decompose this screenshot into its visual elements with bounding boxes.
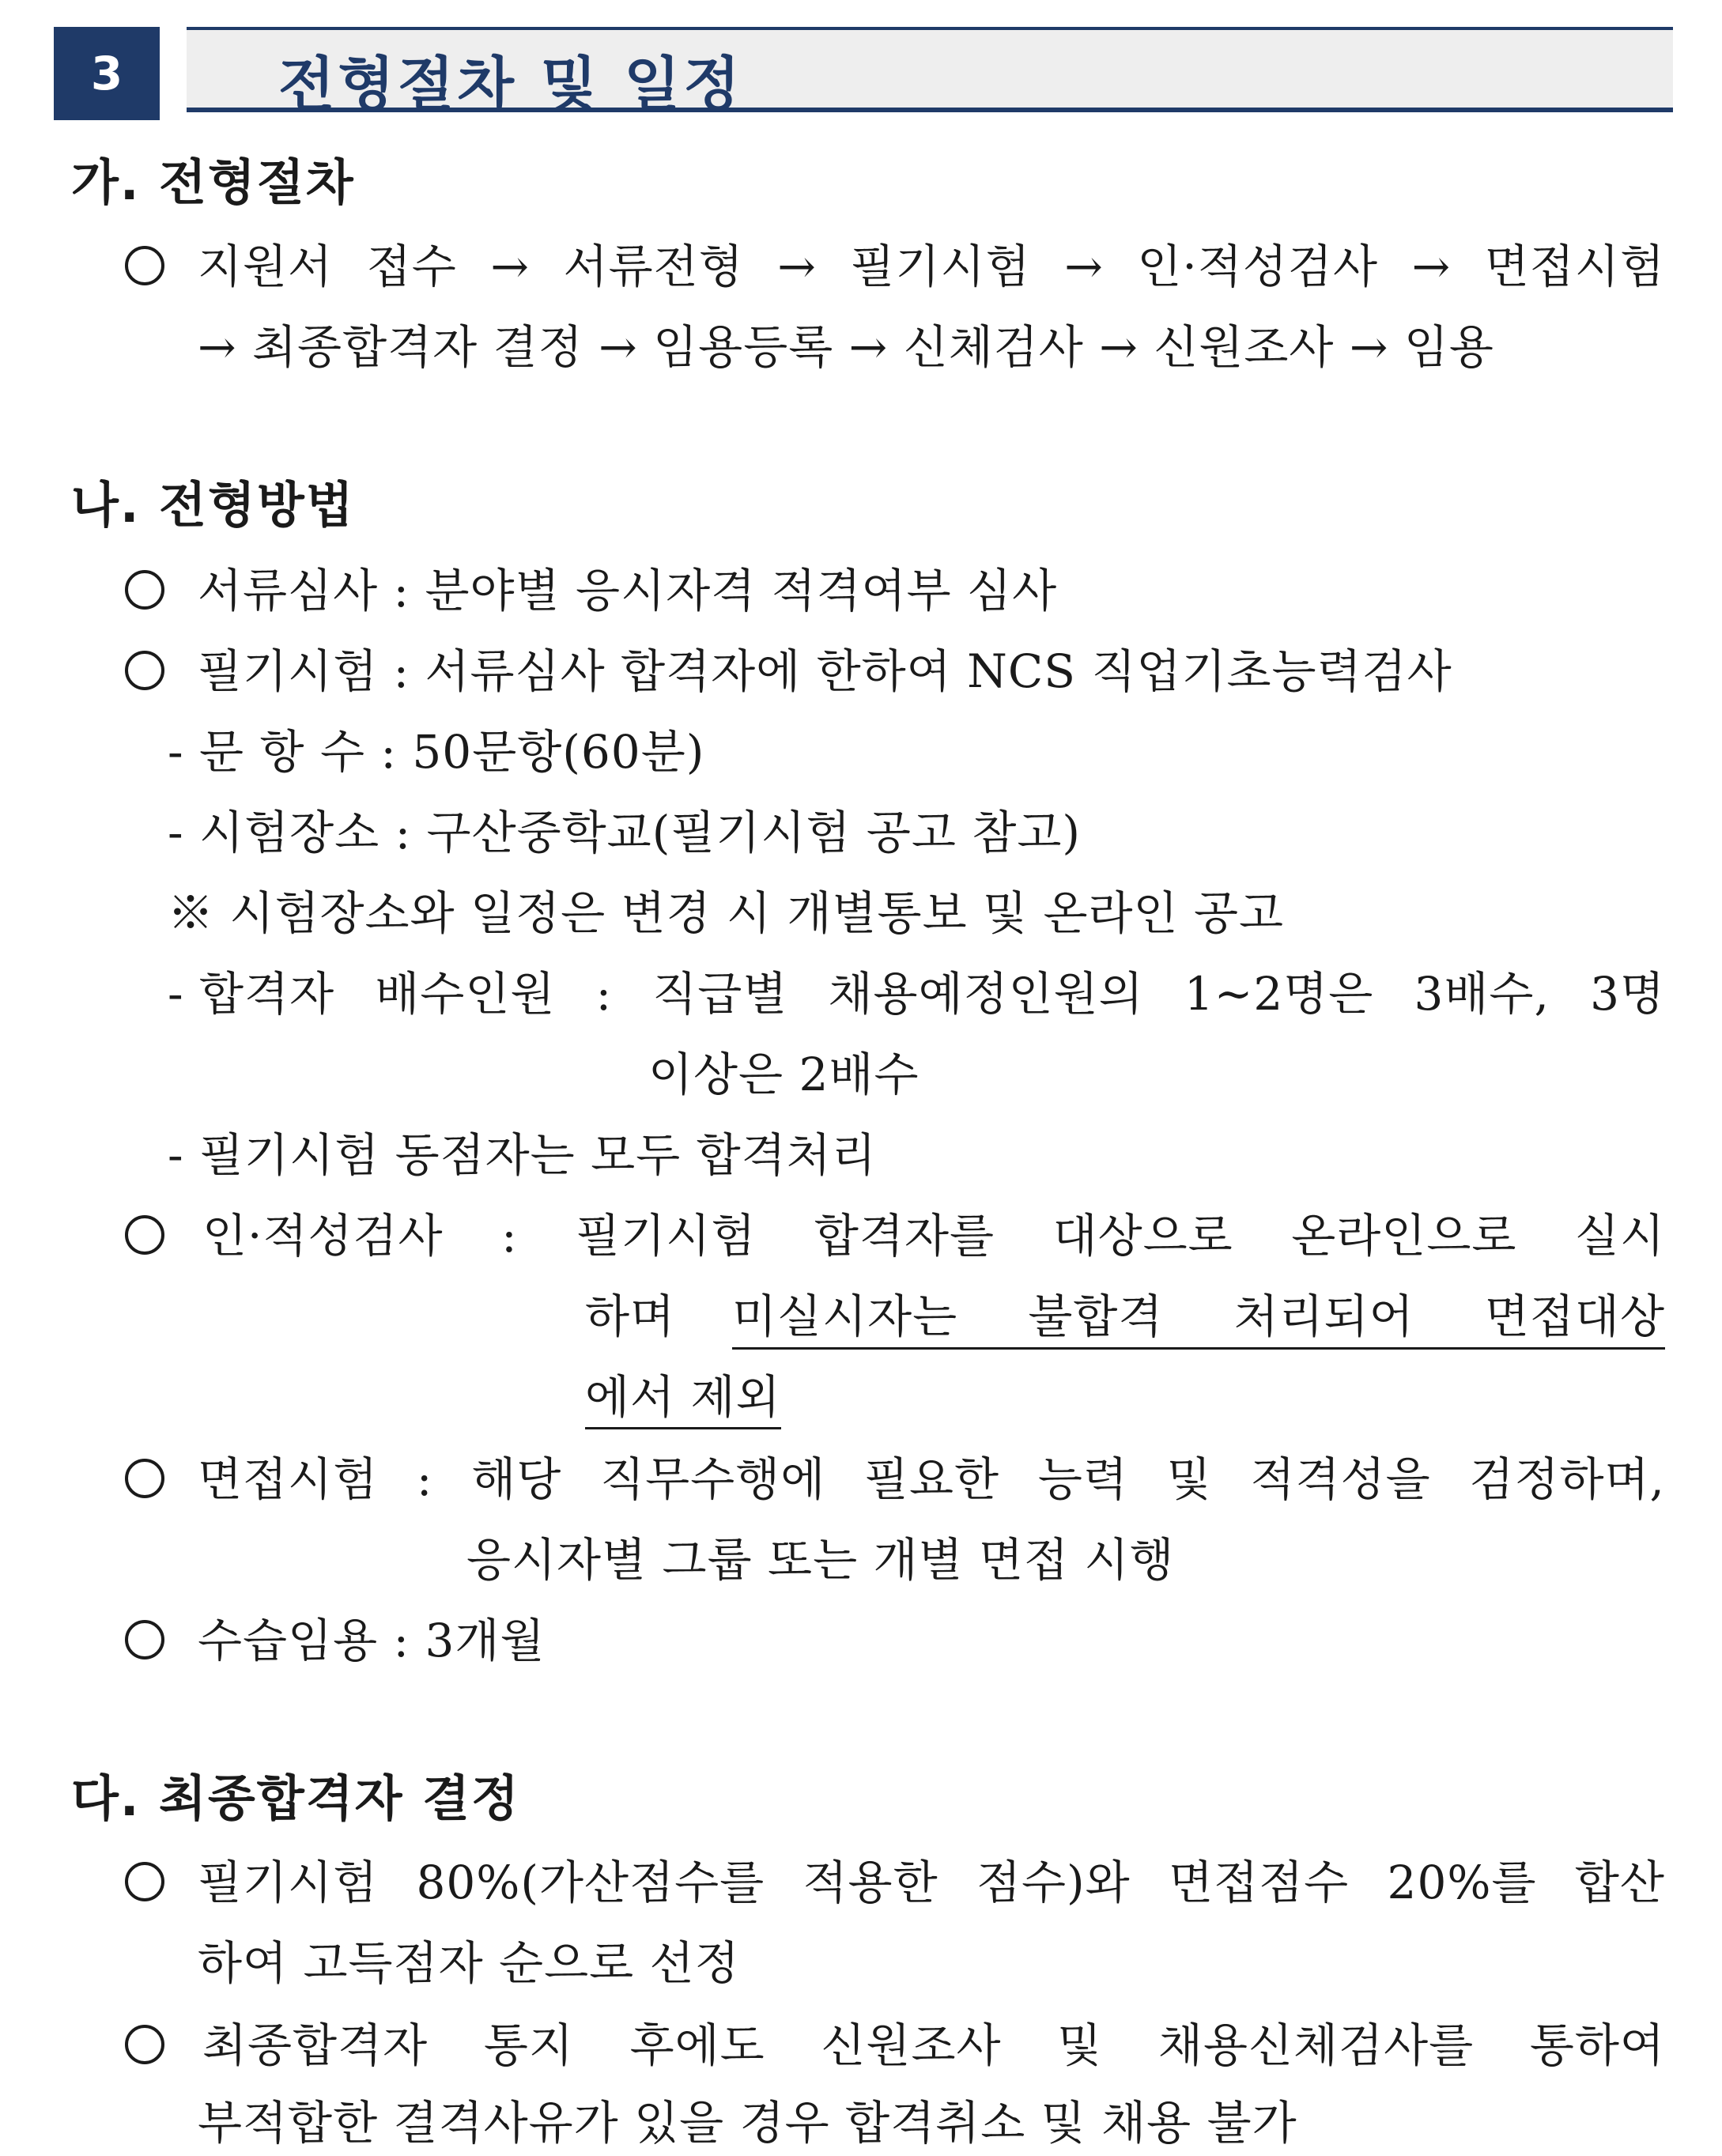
word: 실시 (1574, 1209, 1665, 1263)
word: 및 (1057, 2018, 1103, 2072)
word: 온라인으로 (1291, 1209, 1517, 1263)
word: 적격성을 (1250, 1452, 1431, 1506)
word: → (490, 240, 530, 293)
word: 3배수, (1414, 967, 1550, 1021)
word: 미실시자는 (732, 1289, 958, 1343)
word: 직급별 (652, 967, 788, 1021)
section-b-item3-line2-prefix: 하며 (585, 1289, 676, 1343)
word: → (1411, 240, 1452, 293)
word: 접수 (366, 240, 457, 293)
section-c-item2-line1 (202, 2018, 1665, 2073)
section-number: 3 (54, 27, 160, 120)
word: 20%를 (1387, 1856, 1537, 1909)
word: 필기시험 (576, 1209, 757, 1263)
word: 통지 (483, 2018, 574, 2072)
section-b-item2-sub3-line2: 이상은 2배수 (648, 1048, 920, 1101)
section-b-item2-sub4: - 필기시험 동점자는 모두 합격처리 (168, 1128, 877, 1182)
bullet-circle-icon (125, 1862, 164, 1901)
word: 검정하며, (1469, 1452, 1665, 1506)
bullet-circle-icon (125, 246, 164, 285)
word: 적용한 (802, 1856, 938, 1909)
word: → (1064, 240, 1104, 293)
word: 대상으로 (1052, 1209, 1233, 1263)
word: 해당 (471, 1452, 562, 1506)
word: 3명 (1590, 967, 1665, 1021)
section-b-item1: 서류심사 : 분야별 응시자격 적격여부 심사 (198, 564, 1058, 617)
word: 능력 (1037, 1452, 1128, 1506)
section-a-item1-line2: → 최종합격자 결정 → 임용등록 → 신체검사 → 신원조사 → 임용 (198, 320, 1494, 374)
section-b-item2-note: ※ 시험장소와 일정은 변경 시 개별통보 및 온라인 공고 (168, 886, 1285, 940)
section-b-item3-line1 (202, 1208, 1665, 1263)
word: 점수)와 (976, 1856, 1131, 1909)
section-c-item1-line2: 하여 고득점자 순으로 선정 (198, 1936, 740, 1990)
word: : (595, 967, 613, 1021)
bullet-circle-icon (125, 1620, 164, 1659)
word: 합산 (1574, 1856, 1665, 1909)
word: 면접시험 (1484, 240, 1665, 293)
section-title: 전형절차 및 일정 (278, 51, 743, 119)
word: 직무수행에 (600, 1452, 826, 1506)
section-header (54, 27, 1673, 120)
bullet-circle-icon (125, 570, 164, 610)
bullet-circle-icon (125, 651, 164, 690)
word: 면접대상 (1484, 1289, 1665, 1343)
word: 필기시험 (198, 1856, 379, 1909)
word: 및 (1166, 1452, 1212, 1506)
section-b-item3-line3 (585, 1369, 781, 1425)
section-c-item1-line1 (198, 1855, 1665, 1910)
word: 후에도 (629, 2018, 765, 2072)
word: : (501, 1209, 518, 1263)
section-b-item2: 필기시험 : 서류심사 합격자에 한하여 NCS 직업기초능력검사 (198, 644, 1452, 698)
bullet-circle-icon (125, 1459, 164, 1498)
section-b-item3-line2-underlined (732, 1289, 1665, 1350)
word: 배수인원 (375, 967, 556, 1021)
word: 필기시험 (850, 240, 1031, 293)
word: 80%(가산점수를 (416, 1856, 765, 1909)
word: - 합격자 (168, 967, 335, 1021)
section-b-item4-line2: 응시자별 그룹 또는 개별 면접 시행 (466, 1533, 1175, 1587)
word: 통하여 (1529, 2018, 1665, 2072)
word: 최종합격자 (202, 2018, 429, 2072)
word: 채용예정인원의 (828, 967, 1144, 1021)
section-c-title: 다. 최종합격자 결정 (71, 1769, 520, 1827)
section-a-title: 가. 전형절차 (71, 153, 355, 211)
section-a-item1-line1 (198, 239, 1665, 294)
word: 신원조사 (821, 2018, 1002, 2072)
word: 지원서 (198, 240, 334, 293)
word: → (777, 240, 817, 293)
section-b-title: 나. 전형방법 (71, 476, 355, 534)
word: 면접시험 (198, 1452, 379, 1506)
word: 처리되어 (1233, 1289, 1414, 1343)
bullet-circle-icon (125, 2025, 164, 2064)
word: 불합격 (1028, 1289, 1164, 1343)
word: : (416, 1452, 433, 1506)
bullet-circle-icon (125, 1215, 164, 1255)
section-b-item4-line1 (198, 1452, 1665, 1507)
section-b-item3-line3-underlined: 에서 제외 (585, 1370, 781, 1429)
word: 필요한 (864, 1452, 1000, 1506)
word: 인·적성검사 (1137, 240, 1378, 293)
section-b-item2-sub2: - 시험장소 : 구산중학교(필기시험 공고 참고) (168, 806, 1082, 859)
section-c-item2-line2: 부적합한 결격사유가 있을 경우 합격취소 및 채용 불가 (198, 2096, 1297, 2150)
word: 인·적성검사 (202, 1209, 444, 1263)
section-b-item2-sub1: - 문 항 수 : 50문항(60분) (168, 725, 705, 779)
word: 채용신체검사를 (1157, 2018, 1475, 2072)
section-b-item3-line2 (585, 1289, 1665, 1350)
section-b-item2-sub3-line1 (168, 966, 1665, 1021)
section-b-item5: 수습임용 : 3개월 (198, 1614, 546, 1667)
word: 1~2명은 (1184, 967, 1374, 1021)
word: 서류전형 (563, 240, 744, 293)
word: 합격자를 (814, 1209, 995, 1263)
word: 면접점수 (1169, 1856, 1350, 1909)
